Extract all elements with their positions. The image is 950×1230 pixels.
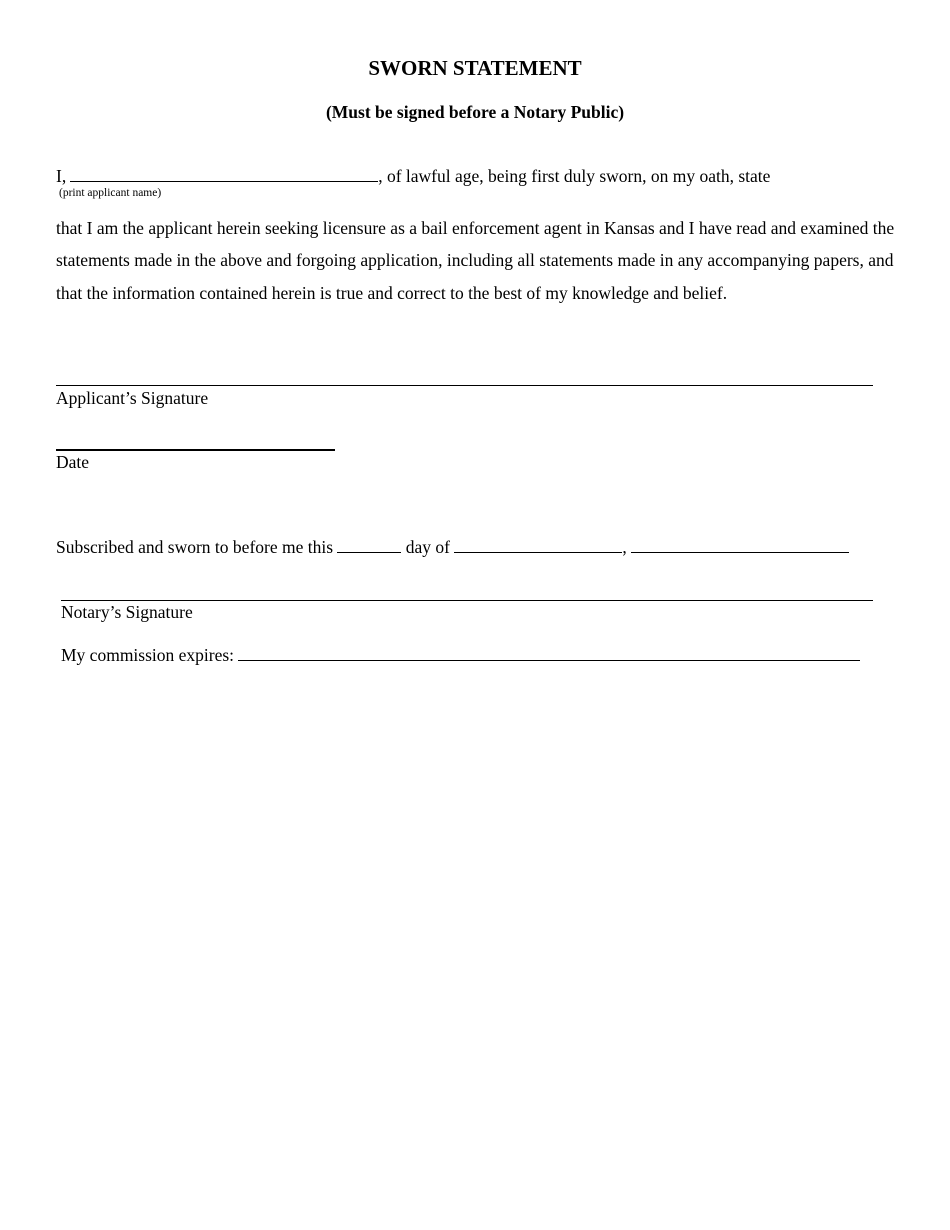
applicant-name-field[interactable]	[70, 166, 378, 182]
notary-signature-label: Notary’s Signature	[61, 602, 193, 622]
document-title: SWORN STATEMENT	[368, 56, 582, 80]
applicant-signature-line[interactable]	[56, 385, 873, 386]
oath-suffix: , of lawful age, being first duly sworn, on my oath, state	[378, 166, 771, 186]
subscribed-day-of: day of	[405, 537, 451, 557]
oath-line	[56, 166, 770, 187]
commission-label: My commission expires:	[61, 645, 235, 665]
oath-prefix: I,	[56, 166, 67, 186]
month-field[interactable]	[454, 537, 622, 553]
notary-signature-line[interactable]	[61, 600, 873, 601]
applicant-signature-label: Applicant’s Signature	[56, 388, 209, 408]
subscribed-line	[56, 537, 849, 558]
commission-line	[61, 645, 860, 666]
year-field[interactable]	[631, 537, 849, 553]
date-label: Date	[56, 452, 90, 472]
date-line[interactable]	[56, 449, 335, 451]
document-subtitle: (Must be signed before a Notary Public)	[325, 102, 625, 122]
oath-body-text: that I am the applicant herein seeking licensure as a bail enforcement agent in Kansas and I have read and examined the statements made in the above and forgoing application, including all statements made in any accompanying papers, and that the information contained herein is true and correct to the best of my knowledge and belief.	[56, 218, 895, 303]
subscribed-comma: ,	[622, 537, 627, 557]
subscribed-prefix: Subscribed and sworn to before me this	[56, 537, 334, 557]
day-field[interactable]	[337, 537, 401, 553]
name-field-caption: (print applicant name)	[59, 187, 162, 199]
commission-expires-field[interactable]	[238, 645, 860, 661]
